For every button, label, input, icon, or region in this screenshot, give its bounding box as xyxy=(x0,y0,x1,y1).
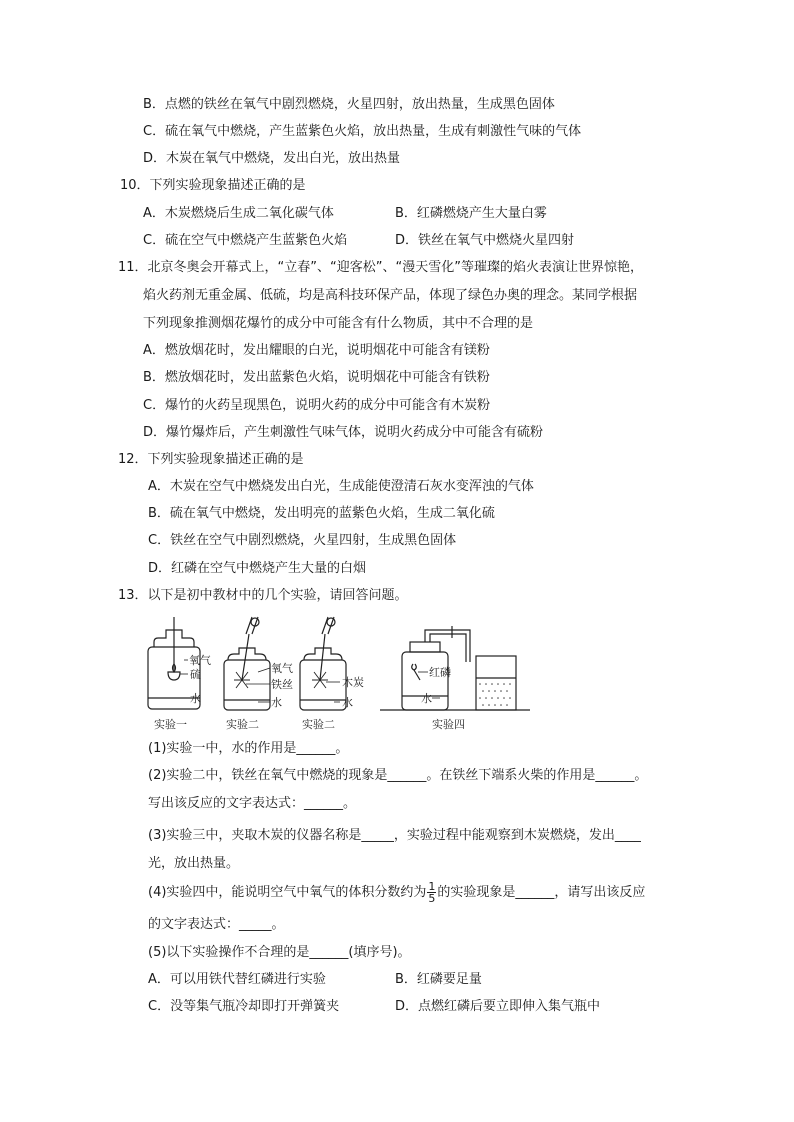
q10-option-d: D．铁丝在氧气中燃烧火星四射 xyxy=(395,233,575,248)
q12-option-b: B．硫在氧气中燃烧，发出明亮的蓝紫色火焰，生成二氧化硫 xyxy=(148,506,495,521)
q13-part5: (5)以下实验操作不合理的是______(填序号)。 xyxy=(148,945,411,960)
q13-option-d: D．点燃红磷后要立即伸入集气瓶中 xyxy=(395,999,601,1014)
exp2-caption: 实验二 xyxy=(226,718,259,731)
q11-option-c: C．爆竹的火药呈现黑色，说明火药的成分中可能含有木炭粉 xyxy=(143,398,491,413)
exp3-water-label: 水 xyxy=(342,696,353,709)
q13-option-b: B．红磷要足量 xyxy=(395,972,482,987)
one-fifth-fraction xyxy=(427,881,436,904)
q11-option-d: D．爆竹爆炸后，产生刺激性气味气体，说明火药成分中可能含有硫粉 xyxy=(143,425,544,440)
q9-option-c: C．硫在氧气中燃烧，产生蓝紫色火焰，放出热量，生成有刺激性气味的气体 xyxy=(143,124,582,139)
exp1-caption: 实验一 xyxy=(154,718,187,731)
q11-option-b: B．燃放烟花时，发出蓝紫色火焰，说明烟花中可能含有铁粉 xyxy=(143,370,490,385)
experiment3-jar xyxy=(300,617,346,710)
q13-option-c: C．没等集气瓶冷却即打开弹簧夹 xyxy=(148,999,340,1014)
experiment4-apparatus xyxy=(380,626,530,710)
q13-part2-line2: 写出该反应的文字表达式：______。 xyxy=(148,796,357,811)
q13-part4-line1 xyxy=(148,880,645,906)
q11-option-a: A．燃放烟花时，发出耀眼的白光，说明烟花中可能含有镁粉 xyxy=(143,343,490,358)
fraction-numerator: 1 xyxy=(428,880,436,893)
q12-option-a: A．木炭在空气中燃烧发出白光，生成能使澄清石灰水变浑浊的气体 xyxy=(148,479,534,494)
q13-part3-line1: (3)实验三中，夹取木炭的仪器名称是_____，实验过程中能观察到木炭燃烧，发出____ xyxy=(148,828,641,843)
q12-stem: 12．下列实验现象描述正确的是 xyxy=(118,452,304,467)
q12-option-d: D．红磷在空气中燃烧产生大量的白烟 xyxy=(148,561,367,576)
q13-part4-line2: 的文字表达式：_____。 xyxy=(148,917,285,932)
q13-option-a: A．可以用铁代替红磷进行实验 xyxy=(148,972,326,987)
q13-part1: (1)实验一中，水的作用是______。 xyxy=(148,741,349,756)
exp4-caption: 实验四 xyxy=(432,718,465,731)
q10-option-c: C．硫在空气中燃烧产生蓝紫色火焰 xyxy=(143,233,348,248)
experiment2-jar xyxy=(224,617,270,710)
q10-option-a: A．木炭燃烧后生成二氧化碳气体 xyxy=(143,206,334,221)
q13-stem: 13．以下是初中教材中的几个实验，请回答问题。 xyxy=(118,588,408,603)
beaker-water xyxy=(479,683,511,706)
q13-part4-after: 的实验现象是______，请写出该反应 xyxy=(437,885,646,900)
exp2-oxygen-label: 氧气 xyxy=(271,662,293,675)
q11-stem-line1: 11．北京冬奥会开幕式上，“立春”、“迎客松”、“漫天雪化”等璀璨的焰火表演让世界惊艳， xyxy=(118,260,643,275)
q11-stem-line2: 焰火药剂无重金属、低硫，均是高科技环保产品，体现了绿色办奥的理念。某同学根据 xyxy=(143,288,638,303)
exp4-water-label: 水 xyxy=(421,692,432,705)
exp3-caption: 实验二 xyxy=(302,718,335,731)
fraction-denominator: 5 xyxy=(428,892,436,905)
exp4-phosphorus-label: 红磷 xyxy=(429,666,451,679)
exp1-water-label: 水 xyxy=(190,692,201,705)
q13-part4-before: (4)实验四中，能说明空气中氧气的体积分数约为 xyxy=(148,885,427,900)
exp2-wire-label: 铁丝 xyxy=(271,678,293,691)
exp1-sulfur-label: 硫 xyxy=(190,668,201,681)
experiment-figure xyxy=(140,612,560,737)
q13-part2-line1: (2)实验二中，铁丝在氧气中燃烧的现象是______。在铁丝下端系火柴的作用是______。 xyxy=(148,768,648,783)
q12-option-c: C．铁丝在空气中剧烈燃烧，火星四射，生成黑色固体 xyxy=(148,533,457,548)
q13-part3-line2: 光，放出热量。 xyxy=(148,856,240,871)
exp1-oxygen-label: 氧气 xyxy=(189,654,211,667)
experiment-diagram xyxy=(140,612,560,737)
exp2-water-label: 水 xyxy=(271,696,282,709)
q10-option-b: B．红磷燃烧产生大量白雾 xyxy=(395,206,547,221)
exp3-charcoal-label: 木炭 xyxy=(342,676,364,689)
q11-stem-line3: 下列现象推测烟花爆竹的成分中可能含有什么物质，其中不合理的是 xyxy=(143,316,534,331)
q10-stem: 10．下列实验现象描述正确的是 xyxy=(120,178,306,193)
q9-option-b: B．点燃的铁丝在氧气中剧烈燃烧，火星四射，放出热量，生成黑色固体 xyxy=(143,97,555,112)
q9-option-d: D．木炭在氧气中燃烧，发出白光，放出热量 xyxy=(143,151,401,166)
